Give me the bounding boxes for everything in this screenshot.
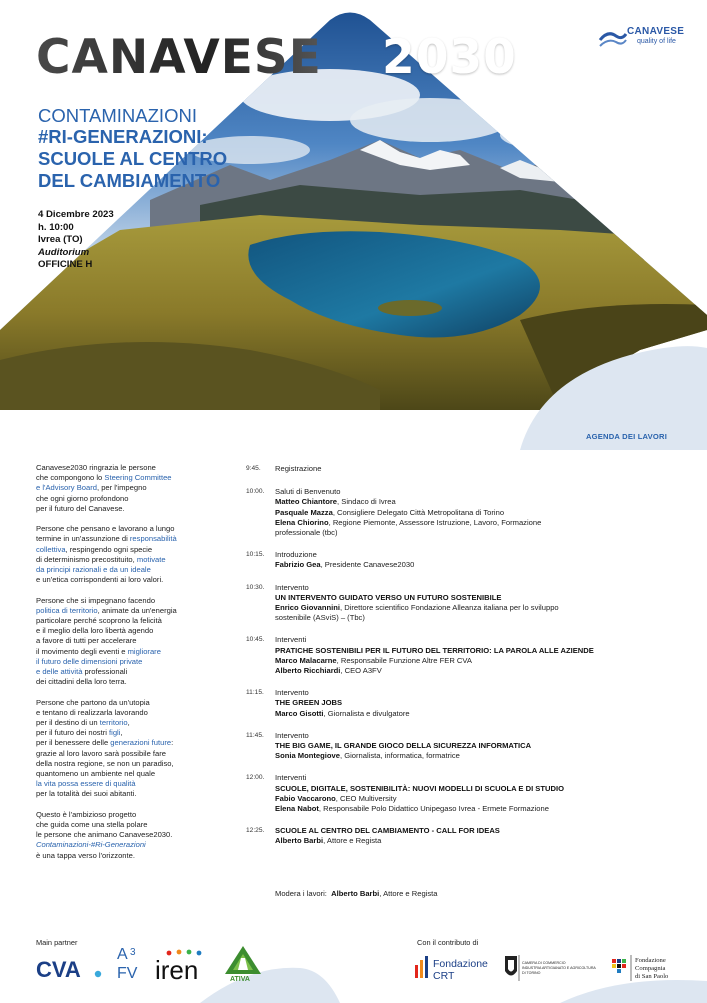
agenda-item: 11:15. Intervento THE GREEN JOBS Marco Gisotti, Giornalista e divulgatore <box>246 688 410 718</box>
agenda-item: 10:00. Saluti di Benvenuto Matteo Chiantore, Sindaco di Ivrea Pasquale Mazza, Consigliere Delegato Città Metropolitana di Torino Elena Chiorino, Regione Piemonte, Assessore Istruzione, Lavoro, Formazione professionale (tbc) <box>246 487 542 538</box>
agenda-item: 10:30. Intervento UN INTERVENTO GUIDATO VERSO UN FUTURO SOSTENIBILE Enrico Giovannini, Direttore scientifico Fondazione Alleanza italiana per lo sviluppo sostenibile (ASviS) – (Tbc) <box>246 582 559 623</box>
intro-paragraph: Canavese2030 ringrazia le persone che compongono lo Steering Committee e l'Advisory Board, per l'impegno che ogni giorno profondono per il futuro del Canavese. <box>36 463 172 513</box>
crt-line2: CRT <box>433 970 455 981</box>
svg-text:CAMERA DI COMMERCIO: CAMERA DI COMMERCIO <box>522 961 566 965</box>
agenda-item: 12:00. Interventi SCUOLE, DIGITALE, SOSTENIBILITÀ: NUOVI MODELLI DI SCUOLA E DI STUDIO Fabio Vaccarono, CEO Multiversity Elena Nabot, Responsabile Polo Didattico Unipegaso Ivrea - Ermete Formazione <box>246 773 564 814</box>
intro-paragraph: Persone che pensano e lavorano a lungo termine in un'assunzione di responsabilità collettiva, respingendo ogni specie di determinismo precostituito, motivate da principi razionali e da un ideale e un'etica corrispondenti ai loro valori. <box>36 524 177 585</box>
event-venue: Auditorium <box>38 246 90 258</box>
intro-paragraph: Persone che partono da un'utopia e tentano di realizzarla lavorando per il destino di un territorio, per il futuro dei nostri figli, per il benessere delle generazioni future: grazie al loro lavoro sarà possibile fare della nostra regione, se non un paradiso, quantomeno un ambiente nel quale la vita possa essere di qualità per la totalità dei suoi abitanti. <box>36 697 174 799</box>
title-year: 2030 <box>382 30 517 85</box>
cva-logo-text: CVA <box>36 957 81 981</box>
ativa-logo-icon <box>221 944 265 982</box>
svg-text:3: 3 <box>130 947 136 958</box>
agenda-item: 10:15. Introduzione Fabrizio Gea, Presidente Canavese2030 <box>246 550 415 570</box>
brand-name: CANAVESE <box>627 26 685 37</box>
contributor-label: Con il contributo di <box>417 938 479 947</box>
svg-text:A: A <box>117 946 128 963</box>
intro-paragraph: Persone che si impegnano facendo politica di territorio, animate da un'energia particolare perché scoprono la felicità e il meglio della loro libertà agendo a favore di tutti per accelerare il movimento degli eventi e migliorare il futuro delle dimensioni private e delle attività professionali dei cittadini della loro terra. <box>36 595 177 687</box>
svg-text:INDUSTRIA ARTIGIANATO E AGRICO: INDUSTRIA ARTIGIANATO E AGRICOLTURA <box>522 966 596 970</box>
event-city: Ivrea (TO) <box>38 234 83 245</box>
crt-line1: Fondazione <box>433 958 488 970</box>
moderator-line: Modera i lavori: Alberto Barbi, Attore e Regista <box>275 889 438 898</box>
event-meta <box>38 209 114 272</box>
svg-text:DI TORINO: DI TORINO <box>522 971 541 975</box>
event-kicker: CONTAMINAZIONI <box>38 105 197 126</box>
intro-text <box>36 463 236 871</box>
iren-logo-text: iren <box>155 955 199 982</box>
event-date: 4 Dicembre 2023 <box>38 209 114 220</box>
iren-logo-icon <box>153 948 211 982</box>
svg-text:FV: FV <box>117 965 138 981</box>
svg-text:Fondazione: Fondazione <box>635 957 666 964</box>
event-time: h. 10:00 <box>38 221 74 233</box>
intro-paragraph: Questo è l'ambizioso progetto che guida come una stella polare le persone che animano Canavese2030. Contaminazioni-#Ri-Generazioni è una tappa verso l'orizzonte. <box>36 809 173 860</box>
camera-commercio-logo-icon <box>503 953 603 983</box>
agenda-item: 10:45. Interventi PRATICHE SOSTENIBILI PER IL FUTURO DEL TERRITORIO: LA PAROLA ALLE AZIENDE Marco Malacarne, Responsabile Funzione Altre FER CVA Alberto Ricchiardi, CEO A3FV <box>246 635 594 676</box>
a3fv-logo-icon <box>116 943 142 981</box>
title-canavese: CANAVESE <box>36 30 322 85</box>
agenda-item: 11:45. Intervento THE BIG GAME, IL GRANDE GIOCO DELLA SICUREZZA INFORMATICA Sonia Montegiove, Giornalista, informatica, formatrice <box>246 730 532 761</box>
svg-text:Compagnia: Compagnia <box>635 965 666 972</box>
brand-tagline: quality of life <box>637 38 676 45</box>
event-venue-name: OFFICINE H <box>38 259 93 270</box>
agenda-item: 9:45. Registrazione <box>246 464 322 473</box>
agenda-label: AGENDA DEI LAVORI <box>586 432 668 441</box>
agenda-item: 12:25. SCUOLE AL CENTRO DEL CAMBIAMENTO - CALL FOR IDEAS Alberto Barbi, Attore e Regista <box>246 826 500 846</box>
compagnia-sanpaolo-logo-icon <box>610 951 680 985</box>
svg-text:di San Paolo: di San Paolo <box>635 973 669 980</box>
ativa-logo-text: ATIVA <box>230 976 250 982</box>
main-partner-label: Main partner <box>36 938 78 947</box>
event-title: #RI-GENERAZIONI: SCUOLE AL CENTRO DEL CAMBIAMENTO <box>38 126 228 191</box>
fondazione-crt-logo-icon <box>415 953 495 981</box>
cva-logo-icon <box>36 955 106 981</box>
agenda <box>246 464 686 847</box>
